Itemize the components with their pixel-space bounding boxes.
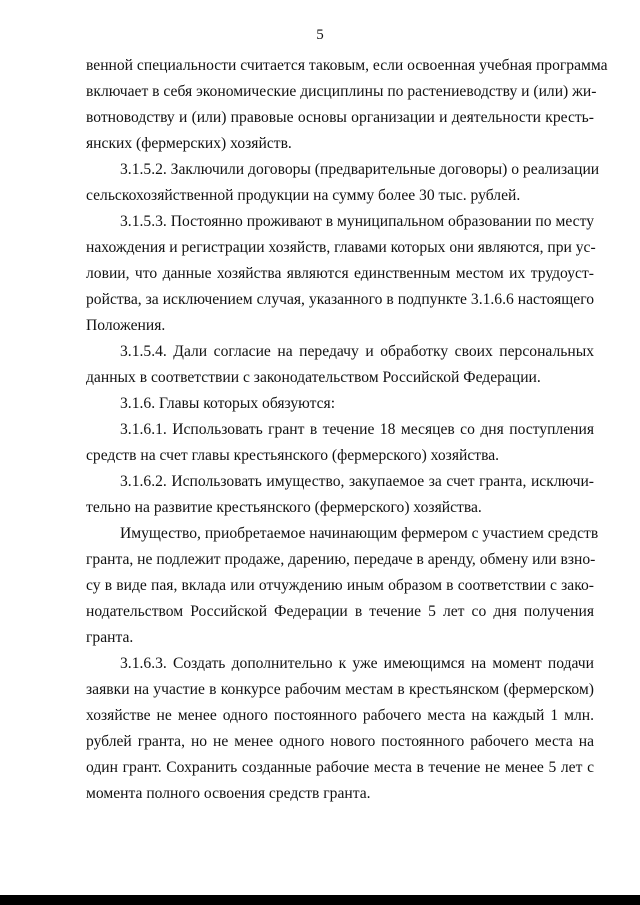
scan-edge-bar xyxy=(0,895,640,905)
text-line: хозяйстве не менее одного постоянного рабочего места на каждый 1 млн. xyxy=(86,707,594,724)
text-line: 3.1.6.2. Использовать имущество, закупаемое за счет гранта, исключи- xyxy=(120,473,594,490)
text-line: сельскохозяйственной продукции на сумму более 30 тыс. рублей. xyxy=(86,187,521,204)
text-line: вотноводству и (или) правовые основы организации и деятельности кресть- xyxy=(86,109,594,126)
text-line: нахождения и регистрации хозяйств, главами которых они являются, при ус- xyxy=(86,239,596,256)
text-line: заявки на участие в конкурсе рабочим местам в крестьянском (фермерском) xyxy=(86,681,594,698)
text-line: ловии, что данные хозяйства являются единственным местом их трудоуст- xyxy=(86,265,594,282)
page-number: 5 xyxy=(316,27,324,43)
text-line: 3.1.6. Главы которых обязуются: xyxy=(120,395,336,412)
text-line: ройства, за исключением случая, указанного в подпункте 3.1.6.6 настоящего xyxy=(86,291,594,308)
text-line: су в виде пая, вклада или отчуждению иным образом в соответствии с зако- xyxy=(86,577,594,594)
text-line: 3.1.5.4. Дали согласие на передачу и обработку своих персональных xyxy=(120,343,594,360)
text-line: момента полного освоения средств гранта. xyxy=(86,785,371,802)
text-line: Положения. xyxy=(86,317,166,334)
text-line: данных в соответствии с законодательством Российской Федерации. xyxy=(86,369,541,386)
text-line: 3.1.5.3. Постоянно проживают в муниципальном образовании по месту xyxy=(120,213,594,230)
text-line: 3.1.6.1. Использовать грант в течение 18 месяцев со дня поступления xyxy=(120,421,594,438)
text-line: тельно на развитие крестьянского (фермерского) хозяйства. xyxy=(86,499,482,516)
text-line: средств на счет главы крестьянского (фермерского) хозяйства. xyxy=(86,447,500,464)
text-line: один грант. Сохранить созданные рабочие места в течение не менее 5 лет с xyxy=(86,759,594,776)
text-line: 3.1.6.3. Создать дополнительно к уже имеющимся на момент подачи xyxy=(120,655,594,672)
text-line: Имущество, приобретаемое начинающим фермером с участием средств xyxy=(120,525,599,542)
text-line: включает в себя экономические дисциплины по растениеводству и (или) жи- xyxy=(86,83,597,100)
text-line: гранта. xyxy=(86,629,134,646)
text-line: венной специальности считается таковым, если освоенная учебная программа xyxy=(86,57,608,74)
text-line: нодательством Российской Федерации в течение 5 лет со дня получения xyxy=(86,603,594,620)
text-line: гранта, не подлежит продаже, дарению, передаче в аренду, обмену или взно- xyxy=(86,551,596,568)
text-line: 3.1.5.2. Заключили договоры (предварительные договоры) о реализации xyxy=(120,161,600,178)
text-line: янских (фермерских) хозяйств. xyxy=(86,135,292,152)
text-line: рублей гранта, но не менее одного нового постоянного рабочего места на xyxy=(86,733,594,750)
